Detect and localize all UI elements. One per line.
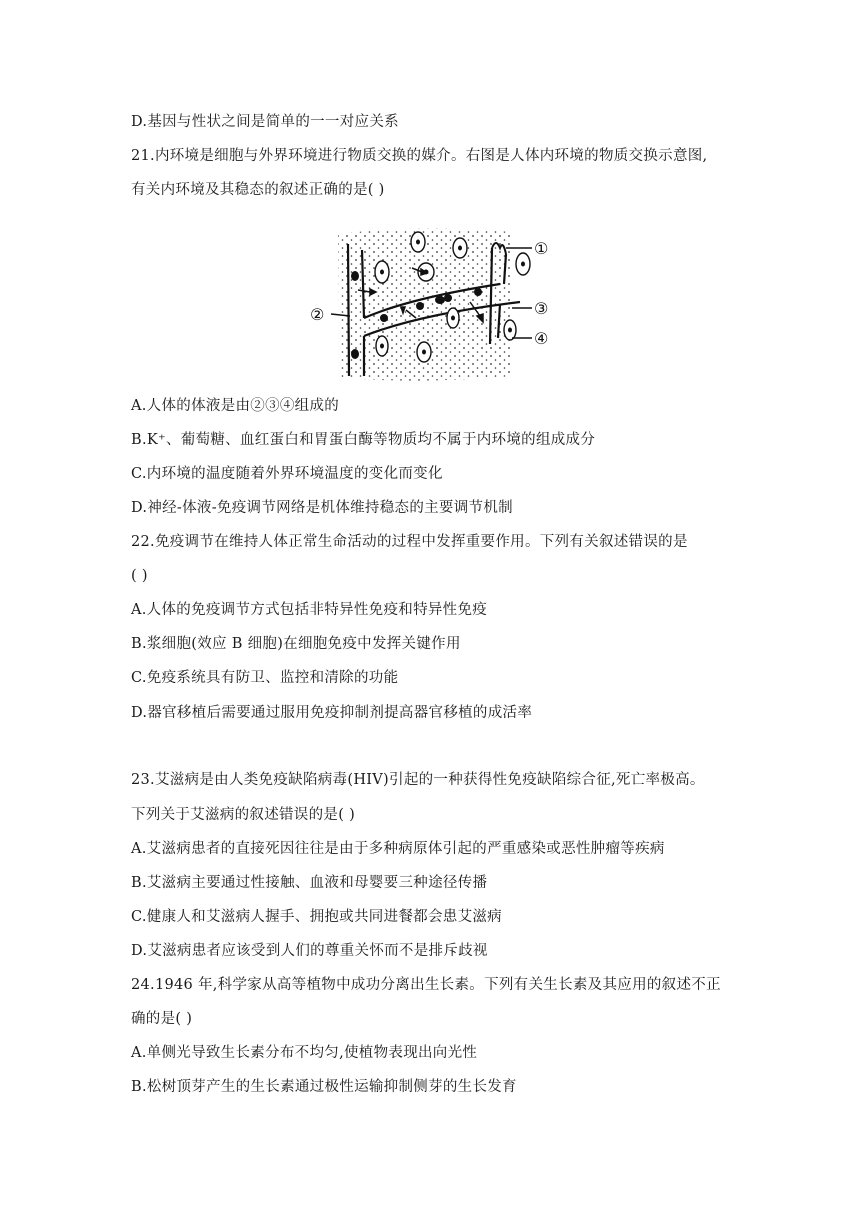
question-23-stem-line-1: 23.艾滋病是由人类免疫缺陷病毒(HIV)引起的一种获得性免疫缺陷综合征,死亡率极高。 xyxy=(131,772,705,788)
question-22-stem-line-1: 22.免疫调节在维持人体正常生命活动的过程中发挥重要作用。下列有关叙述错误的是 xyxy=(131,534,688,550)
label-2: ② xyxy=(310,305,325,324)
question-23-option-d: D.艾滋病患者应该受到人们的尊重关怀而不是排斥歧视 xyxy=(131,943,488,959)
question-22-option-b: B.浆细胞(效应 B 细胞)在细胞免疫中发挥关键作用 xyxy=(131,636,461,652)
question-23-option-a: A.艾滋病患者的直接死因往往是由于多种病原体引起的严重感染或恶性肿瘤等疾病 xyxy=(131,841,665,857)
question-22-stem-line-2: ( ) xyxy=(131,568,148,584)
question-24-option-a: A.单侧光导致生长素分布不均匀,使植物表现出向光性 xyxy=(131,1045,478,1061)
question-22-option-c: C.免疫系统具有防卫、监控和清除的功能 xyxy=(131,670,399,686)
label-4: ④ xyxy=(534,329,549,348)
question-21-option-d: D.神经-体液-免疫调节网络是机体维持稳态的主要调节机制 xyxy=(131,500,513,516)
question-23-option-c: C.健康人和艾滋病人握手、拥抱或共同进餐都会患艾滋病 xyxy=(131,909,502,925)
label-3: ③ xyxy=(534,299,549,318)
question-22-option-a: A.人体的免疫调节方式包括非特异性免疫和特异性免疫 xyxy=(131,602,488,618)
question-21-option-c: C.内环境的温度随着外界环境温度的变化而变化 xyxy=(131,466,443,482)
question-23-stem-line-2: 下列关于艾滋病的叙述错误的是( ) xyxy=(131,807,356,823)
question-21-stem-line-1: 21.内环境是细胞与外界环境进行物质交换的媒介。右图是人体内环境的物质交换示意图, xyxy=(131,148,708,164)
question-24-option-b: B.松树顶芽产生的生长素通过极性运输抑制侧芽的生长发育 xyxy=(131,1079,517,1095)
question-24-stem-line-1: 24.1946 年,科学家从高等植物中成功分离出生长素。下列有关生长素及其应用的叙述不正 xyxy=(131,977,721,993)
internal-environment-diagram xyxy=(300,226,570,384)
question-21-option-a: A.人体的体液是由②③④组成的 xyxy=(131,398,340,414)
question-21-option-b: B.K⁺、葡萄糖、血红蛋白和胃蛋白酶等物质均不属于内环境的组成成分 xyxy=(131,432,596,448)
question-24-stem-line-2: 确的是( ) xyxy=(131,1011,193,1027)
diagram-svg xyxy=(300,226,570,384)
question-20-option-d: D.基因与性状之间是简单的一一对应关系 xyxy=(131,114,399,130)
question-22-option-d: D.器官移植后需要通过服用免疫抑制剂提高器官移植的成活率 xyxy=(131,705,533,721)
label-1: ① xyxy=(534,239,549,258)
capillary-left-wall-1 xyxy=(348,244,349,376)
question-21-stem-line-2: 有关内环境及其稳态的叙述正确的是( ) xyxy=(131,182,385,198)
question-23-option-b: B.艾滋病主要通过性接触、血液和母婴要三种途径传播 xyxy=(131,875,488,891)
